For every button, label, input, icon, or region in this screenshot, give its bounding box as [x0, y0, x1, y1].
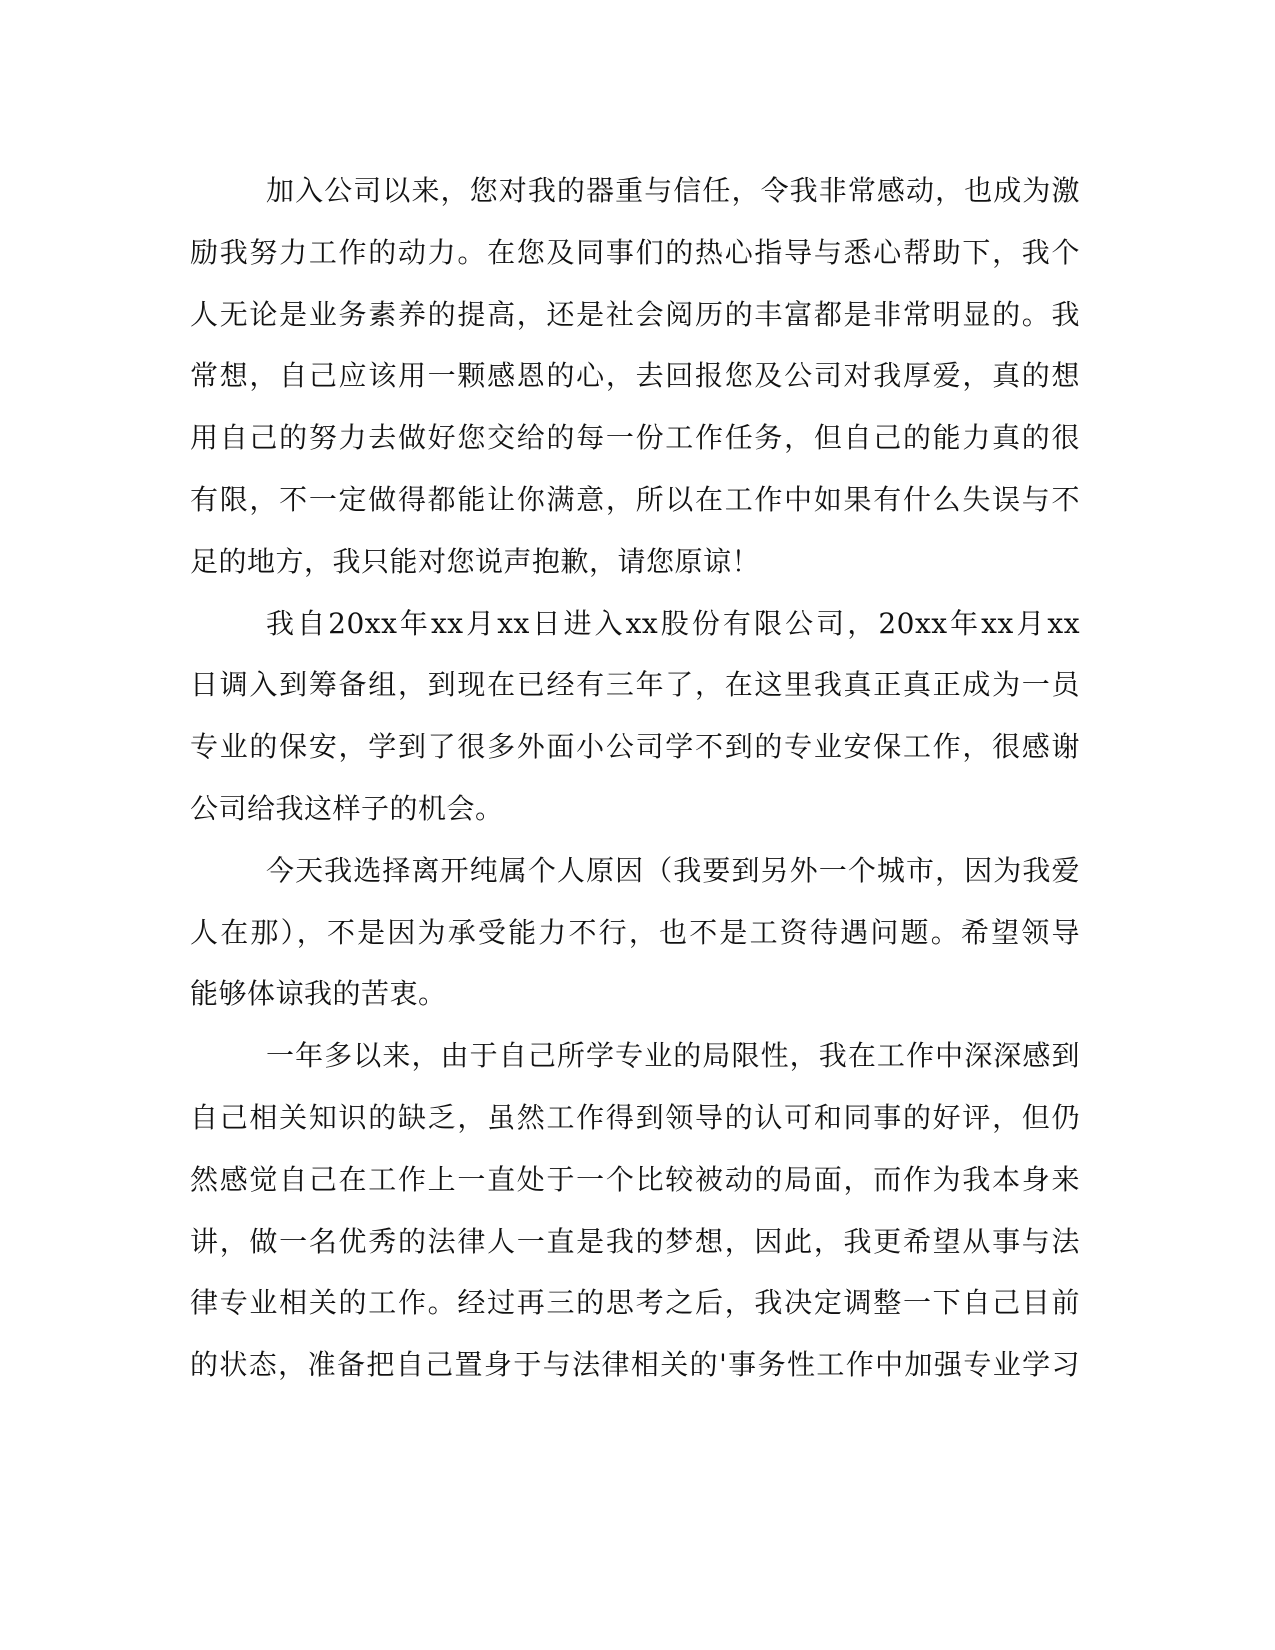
paragraph-4 — [190, 1025, 1080, 1396]
document-body — [190, 160, 1080, 1396]
text-line: 足的地方，我只能对您说声抱歉，请您原谅！ — [190, 544, 761, 578]
text-line: 励我努力工作的动力。在您及同事们的热心指导与悉心帮助下，我个 — [190, 235, 1080, 269]
text-line: 自己相关知识的缺乏，虽然工作得到领导的认可和同事的好评，但仍 — [190, 1100, 1080, 1134]
text-line: 常想，自己应该用一颗感恩的心，去回报您及公司对我厚爱，真的想 — [190, 359, 1080, 393]
text-line: 人无论是业务素养的提高，还是社会阅历的丰富都是非常明显的。我 — [190, 297, 1080, 331]
paragraph-2 — [190, 593, 1080, 840]
text-line: 能够体谅我的苦衷。 — [190, 977, 447, 1011]
text-line: 有限，不一定做得都能让你满意，所以在工作中如果有什么失误与不 — [190, 482, 1080, 516]
text-line: 专业的保安，学到了很多外面小公司学不到的专业安保工作，很感谢 — [190, 730, 1080, 764]
text-line: 日调入到筹备组，到现在已经有三年了，在这里我真正真正成为一员 — [190, 668, 1080, 702]
text-line: 我自20xx年xx月xx日进入xx股份有限公司，20xx年xx月xx — [266, 606, 1080, 640]
text-line: 的状态，准备把自己置身于与法律相关的'事务性工作中加强专业学习 — [190, 1348, 1080, 1382]
text-line: 一年多以来，由于自己所学专业的局限性，我在工作中深深感到 — [266, 1039, 1080, 1073]
text-line: 律专业相关的工作。经过再三的思考之后，我决定调整一下自己目前 — [190, 1286, 1080, 1320]
text-line: 加入公司以来，您对我的器重与信任，令我非常感动，也成为激 — [266, 174, 1080, 207]
text-line: 然感觉自己在工作上一直处于一个比较被动的局面，而作为我本身来 — [190, 1162, 1080, 1196]
text-line: 今天我选择离开纯属个人原因（我要到另外一个城市，因为我爱 — [266, 853, 1080, 887]
paragraph-3 — [190, 840, 1080, 1025]
text-line: 用自己的努力去做好您交给的每一份工作任务，但自己的能力真的很 — [190, 421, 1080, 455]
text-line: 讲，做一名优秀的法律人一直是我的梦想，因此，我更希望从事与法 — [190, 1224, 1080, 1258]
text-line: 公司给我这样子的机会。 — [190, 791, 504, 825]
paragraph-1 — [190, 160, 1080, 593]
text-line: 人在那），不是因为承受能力不行，也不是工资待遇问题。希望领导 — [190, 915, 1080, 949]
